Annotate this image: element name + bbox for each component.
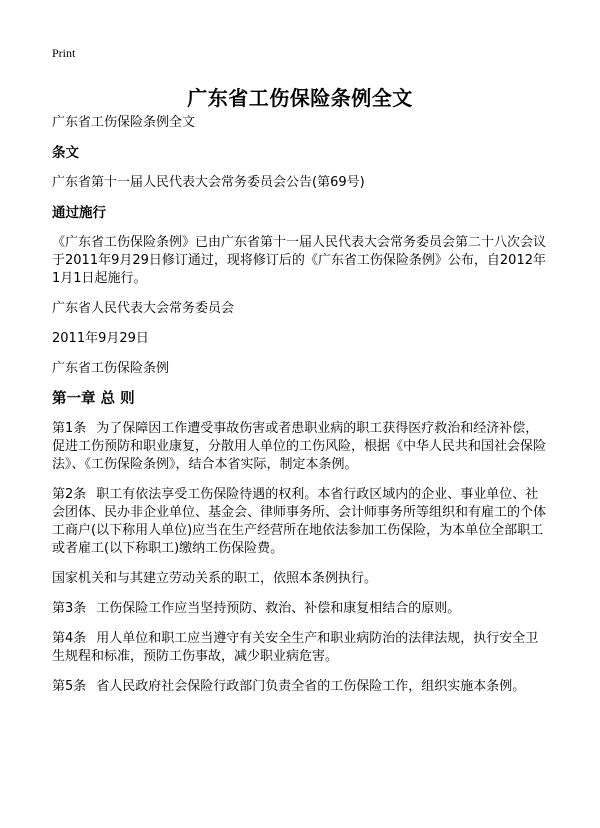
print-label: Print [52, 46, 76, 60]
regulation-name: 广东省工伤保险条例 [52, 361, 170, 376]
issuer-line: 广东省人民代表大会常务委员会 [52, 301, 235, 316]
article-paragraph [52, 630, 550, 666]
article-text: 国家机关和与其建立劳动关系的职工，依照本条例执行。 [52, 571, 378, 586]
passage-paragraph: 《广东省工伤保险条例》已由广东省第十一届人民代表大会常务委员会第二十八次会议于2011年9月29日修订通过，现将修订后的《广东省工伤保险条例》公布，自2012年1月1日起施行。 [52, 235, 547, 286]
announcement-line: 广东省第十一届人民代表大会常务委员会公告(第69号) [52, 175, 365, 190]
passage-heading: 通过施行 [52, 205, 106, 221]
section-heading: 条文 [52, 145, 79, 161]
article-number: 第1条 [52, 421, 87, 436]
article-number: 第2条 [52, 487, 87, 502]
article-paragraph [52, 570, 550, 588]
article-number: 第4条 [52, 631, 87, 646]
issue-date: 2011年9月29日 [52, 331, 149, 346]
article-text: 为了保障因工作遭受事故伤害或者患职业病的职工获得医疗救治和经济补偿，促进工伤预防和职业康复，分散用人单位的工伤风险，根据《中华人民共和国社会保险法》、《工伤保险条例》，结合本省实际，制定本条例。 [52, 421, 547, 472]
article-paragraph [52, 600, 550, 618]
chapter-heading: 第一章 总 则 [52, 391, 135, 407]
article-paragraph [52, 486, 550, 558]
article-paragraph [52, 420, 550, 474]
document-title: 广东省工伤保险条例全文 [187, 86, 413, 110]
article-number: 第3条 [52, 601, 87, 616]
article-text: 职工有依法享受工伤保险待遇的权利。本省行政区域内的企业、事业单位、社会团体、民办非企业单位、基金会、律师事务所、会计师事务所等组织和有雇工的个体工商户(以下称用人单位)应当在生产经营所在地依法参加工伤保险，为本单位全部职工或者雇工(以下称职工)缴纳工伤保险费。 [52, 487, 547, 556]
article-text: 工伤保险工作应当坚持预防、救治、补偿和康复相结合的原则。 [96, 601, 461, 616]
document-name: 广东省工伤保险条例全文 [52, 115, 196, 130]
article-number: 第5条 [52, 679, 87, 694]
article-text: 省人民政府社会保险行政部门负责全省的工伤保险工作，组织实施本条例。 [96, 679, 526, 694]
article-text: 用人单位和职工应当遵守有关安全生产和职业病防治的法律法规，执行安全卫生规程和标准，预防工伤事故，减少职业病危害。 [52, 631, 539, 664]
document-body [52, 114, 550, 708]
article-paragraph [52, 678, 550, 696]
